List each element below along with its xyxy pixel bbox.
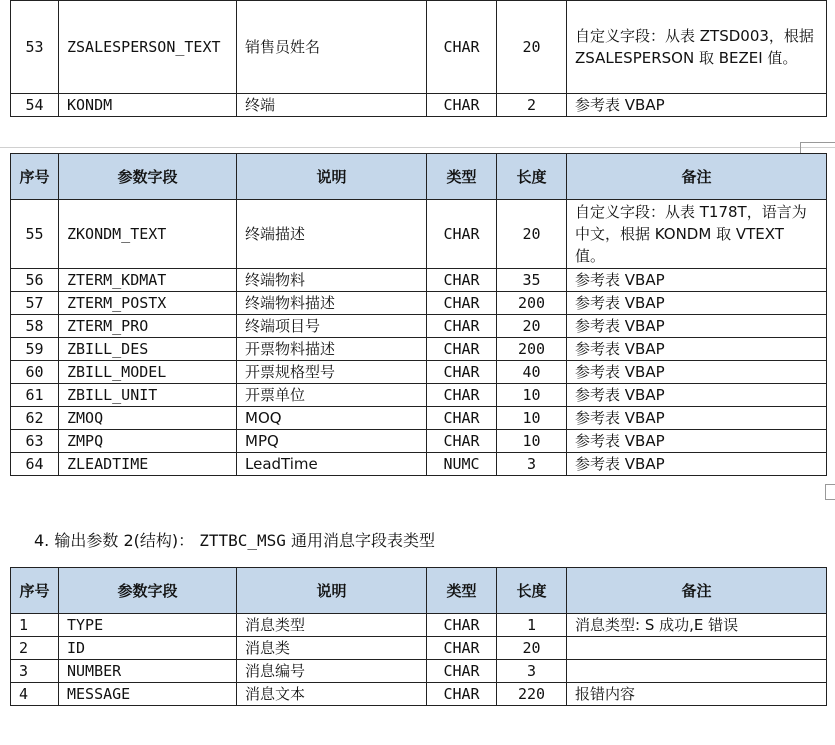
field-type: CHAR <box>427 407 497 430</box>
header-field: 参数字段 <box>59 568 237 614</box>
field-length: 3 <box>497 660 567 683</box>
row-number: 3 <box>11 660 59 683</box>
field-length: 200 <box>497 338 567 361</box>
row-number: 63 <box>11 430 59 453</box>
field-name: TYPE <box>59 614 237 637</box>
field-length: 35 <box>497 269 567 292</box>
field-description: 开票单位 <box>237 384 427 407</box>
field-note <box>567 637 827 660</box>
field-length: 200 <box>497 292 567 315</box>
header-desc: 说明 <box>237 154 427 200</box>
table-header-row <box>11 154 827 200</box>
field-note: 消息类型: S 成功,E 错误 <box>567 614 827 637</box>
table-row <box>11 361 827 384</box>
field-name: NUMBER <box>59 660 237 683</box>
row-number: 2 <box>11 637 59 660</box>
field-note: 参考表 VBAP <box>567 315 827 338</box>
table-row <box>11 683 827 706</box>
row-number: 53 <box>11 1 59 94</box>
field-name: ZKONDM_TEXT <box>59 200 237 269</box>
table-row <box>11 384 827 407</box>
header-seq: 序号 <box>11 154 59 200</box>
field-length: 10 <box>497 407 567 430</box>
table-row <box>11 94 827 117</box>
field-description: 消息编号 <box>237 660 427 683</box>
field-note: 参考表 VBAP <box>567 407 827 430</box>
field-length: 220 <box>497 683 567 706</box>
field-description: MPQ <box>237 430 427 453</box>
row-number: 57 <box>11 292 59 315</box>
header-len: 长度 <box>497 154 567 200</box>
field-length: 20 <box>497 315 567 338</box>
table-row <box>11 453 827 476</box>
field-name: ZTERM_KDMAT <box>59 269 237 292</box>
table-row <box>11 660 827 683</box>
field-description: 开票物料描述 <box>237 338 427 361</box>
field-type: CHAR <box>427 315 497 338</box>
field-name: ZBILL_UNIT <box>59 384 237 407</box>
field-type: CHAR <box>427 1 497 94</box>
field-note: 参考表 VBAP <box>567 453 827 476</box>
field-length: 10 <box>497 430 567 453</box>
field-type: NUMC <box>427 453 497 476</box>
table-row <box>11 269 827 292</box>
field-note: 自定义字段：从表 ZTSD003，根据 ZSALESPERSON 取 BEZEI 值。 <box>567 1 827 94</box>
section-label: 输出参数 2(结构)： <box>54 531 195 550</box>
field-name: ZBILL_DES <box>59 338 237 361</box>
field-description: 消息类 <box>237 637 427 660</box>
field-type: CHAR <box>427 614 497 637</box>
row-number: 54 <box>11 94 59 117</box>
field-table-continued <box>10 0 827 117</box>
row-number: 58 <box>11 315 59 338</box>
table-row <box>11 614 827 637</box>
field-description: 终端项目号 <box>237 315 427 338</box>
field-name: KONDM <box>59 94 237 117</box>
field-length: 2 <box>497 94 567 117</box>
field-note: 参考表 VBAP <box>567 430 827 453</box>
row-number: 61 <box>11 384 59 407</box>
field-note: 参考表 VBAP <box>567 384 827 407</box>
field-description: 消息文本 <box>237 683 427 706</box>
row-number: 62 <box>11 407 59 430</box>
field-description: 消息类型 <box>237 614 427 637</box>
field-type: CHAR <box>427 430 497 453</box>
field-note: 报错内容 <box>567 683 827 706</box>
field-length: 20 <box>497 637 567 660</box>
table-row <box>11 430 827 453</box>
field-name: ZTERM_POSTX <box>59 292 237 315</box>
field-name: ZBILL_MODEL <box>59 361 237 384</box>
table-header-row <box>11 568 827 614</box>
structure-code: ZTTBC_MSG <box>199 531 286 550</box>
page-corner-mark <box>825 484 835 500</box>
table-row <box>11 292 827 315</box>
field-name: ZMPQ <box>59 430 237 453</box>
header-desc: 说明 <box>237 568 427 614</box>
header-type: 类型 <box>427 568 497 614</box>
field-description: 终端物料 <box>237 269 427 292</box>
field-length: 3 <box>497 453 567 476</box>
field-type: CHAR <box>427 683 497 706</box>
field-type: CHAR <box>427 292 497 315</box>
header-len: 长度 <box>497 568 567 614</box>
field-type: CHAR <box>427 269 497 292</box>
field-name: ZMOQ <box>59 407 237 430</box>
section-title: 通用消息字段表类型 <box>291 531 436 550</box>
field-description: 终端 <box>237 94 427 117</box>
field-description: 终端物料描述 <box>237 292 427 315</box>
table-row <box>11 338 827 361</box>
field-length: 20 <box>497 200 567 269</box>
field-length: 1 <box>497 614 567 637</box>
field-type: CHAR <box>427 637 497 660</box>
field-name: ZSALESPERSON_TEXT <box>59 1 237 94</box>
section-heading <box>34 530 435 552</box>
row-number: 56 <box>11 269 59 292</box>
row-number: 59 <box>11 338 59 361</box>
row-number: 60 <box>11 361 59 384</box>
table-row <box>11 315 827 338</box>
table-row <box>11 200 827 269</box>
field-name: ID <box>59 637 237 660</box>
field-type: CHAR <box>427 200 497 269</box>
field-type: CHAR <box>427 660 497 683</box>
field-note: 参考表 VBAP <box>567 94 827 117</box>
field-name: ZLEADTIME <box>59 453 237 476</box>
field-length: 20 <box>497 1 567 94</box>
header-field: 参数字段 <box>59 154 237 200</box>
field-description: 销售员姓名 <box>237 1 427 94</box>
header-seq: 序号 <box>11 568 59 614</box>
header-note: 备注 <box>567 568 827 614</box>
field-description: 开票规格型号 <box>237 361 427 384</box>
field-note: 参考表 VBAP <box>567 338 827 361</box>
table-row <box>11 407 827 430</box>
field-note: 参考表 VBAP <box>567 292 827 315</box>
field-name: ZTERM_PRO <box>59 315 237 338</box>
header-type: 类型 <box>427 154 497 200</box>
field-name: MESSAGE <box>59 683 237 706</box>
table-row <box>11 1 827 94</box>
field-note: 参考表 VBAP <box>567 361 827 384</box>
section-number: 4. <box>34 531 50 550</box>
field-description: LeadTime <box>237 453 427 476</box>
table-row <box>11 637 827 660</box>
field-note: 参考表 VBAP <box>567 269 827 292</box>
field-length: 10 <box>497 384 567 407</box>
field-length: 40 <box>497 361 567 384</box>
message-field-table <box>10 567 827 706</box>
row-number: 64 <box>11 453 59 476</box>
field-type: CHAR <box>427 94 497 117</box>
field-description: MOQ <box>237 407 427 430</box>
row-number: 55 <box>11 200 59 269</box>
field-type: CHAR <box>427 338 497 361</box>
field-note: 自定义字段：从表 T178T，语言为中文，根据 KONDM 取 VTEXT 值。 <box>567 200 827 269</box>
field-description: 终端描述 <box>237 200 427 269</box>
field-type: CHAR <box>427 384 497 407</box>
field-table <box>10 153 827 476</box>
header-note: 备注 <box>567 154 827 200</box>
row-number: 1 <box>11 614 59 637</box>
row-number: 4 <box>11 683 59 706</box>
page-break-line <box>0 147 835 148</box>
field-note <box>567 660 827 683</box>
field-type: CHAR <box>427 361 497 384</box>
